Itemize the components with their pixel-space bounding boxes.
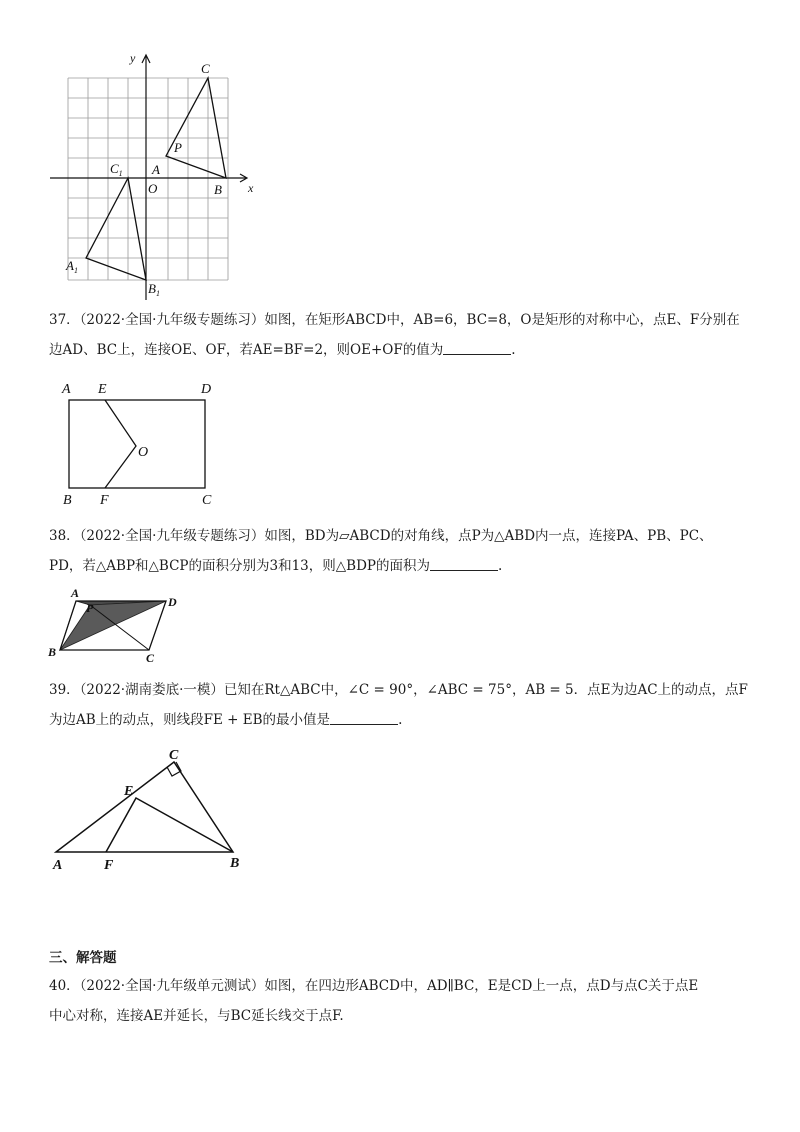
axis-x-label: x: [248, 181, 254, 195]
punctuation: .: [498, 558, 503, 574]
question-40: [49, 971, 769, 1031]
axis-y-label: y: [130, 51, 136, 65]
section-heading: 三、解答题: [49, 950, 117, 966]
answer-blank[interactable]: [330, 712, 398, 725]
question-source: （2022·全国·九年级单元测试）: [79, 978, 265, 994]
point-o-label: O: [138, 445, 149, 460]
point-b-label: B: [214, 182, 222, 197]
question-39-line-2: [49, 705, 769, 735]
point-d-label: D: [168, 595, 177, 609]
question-source: （2022·全国·九年级专题练习）: [79, 312, 265, 328]
axes: [50, 55, 247, 300]
question-text: 如图，在四边形ABCD中，AD∥BC，E是CD上一点，点D与点C关于点E: [264, 978, 699, 994]
question-39-line-1: [49, 675, 769, 705]
question-40-line-1: [49, 971, 769, 1001]
question-number: 39．: [49, 682, 80, 698]
question-37: [49, 305, 769, 365]
point-c1-label: $C_1$: [110, 161, 123, 178]
question-text: PD，若△ABP和△BCP的面积分别为3和13，则△BDP的面积为: [49, 558, 430, 574]
point-b-label: B: [48, 645, 57, 659]
point-b1-label: $B_1$: [148, 281, 160, 298]
point-a-label: A: [152, 162, 160, 177]
punctuation: .: [511, 342, 516, 358]
point-p-label: P: [174, 140, 182, 155]
origin-label: O: [148, 181, 158, 196]
question-number: 37．: [49, 312, 80, 328]
coordinate-grid-figure: [48, 48, 268, 300]
point-c-label: C: [169, 748, 179, 763]
question-text: 边AD、BC上，连接OE、OF，若AE=BF=2，则OE+OF的值为: [49, 342, 444, 358]
point-a1-label: $A_1$: [66, 258, 78, 275]
question-number: 38．: [49, 528, 80, 544]
parallelogram-figure: [46, 584, 196, 664]
point-a-label: A: [62, 382, 71, 397]
question-source: （2022·全国·九年级专题练习）: [79, 528, 265, 544]
answer-blank[interactable]: [443, 342, 511, 355]
question-number: 40．: [49, 978, 80, 994]
triangle-a1b1c1: [86, 178, 146, 280]
question-38-line-1: [49, 521, 769, 551]
point-c-label: C: [146, 651, 155, 664]
point-a-label: A: [71, 586, 80, 600]
point-f-label: F: [104, 858, 114, 873]
question-38-line-2: [49, 551, 769, 581]
point-c-label: C: [202, 493, 212, 508]
question-text: 已知在Rt△ABC中，∠C = 90°，∠ABC = 75°，AB = 5．点E为边AC上的动点，点F: [223, 682, 748, 698]
triangle-abc: [166, 78, 226, 178]
answer-blank[interactable]: [430, 558, 498, 571]
point-b-label: B: [63, 493, 72, 508]
point-e-label: E: [98, 382, 107, 397]
question-37-line-2: [49, 335, 769, 365]
question-39: [49, 675, 769, 735]
question-text: 如图，在矩形ABCD中，AB=6，BC=8，O是矩形的对称中心，点E、F分别在: [264, 312, 740, 328]
point-e-label: E: [124, 784, 134, 799]
point-b-label: B: [230, 856, 240, 871]
point-a-label: A: [53, 858, 63, 873]
point-f-label: F: [100, 493, 109, 508]
rectangle-figure: [58, 374, 228, 510]
question-source: （2022·湖南娄底·一模）: [79, 682, 224, 698]
question-text: 中心对称，连接AE并延长，与BC延长线交于点F.: [49, 1008, 344, 1024]
grid-lines: [68, 78, 228, 280]
punctuation: .: [398, 712, 403, 728]
question-40-line-2: [49, 1001, 769, 1031]
question-37-line-1: [49, 305, 769, 335]
question-38: [49, 521, 769, 581]
question-text: 为边AB上的动点，则线段FE + EB的最小值是: [49, 712, 331, 728]
right-triangle-figure: [44, 746, 254, 876]
point-d-label: D: [201, 382, 212, 397]
point-c-label: C: [201, 61, 210, 76]
point-p-label: P: [86, 601, 94, 615]
question-text: 如图，BD为▱ABCD的对角线，点P为△ABD内一点，连接PA、PB、PC、: [264, 528, 713, 544]
